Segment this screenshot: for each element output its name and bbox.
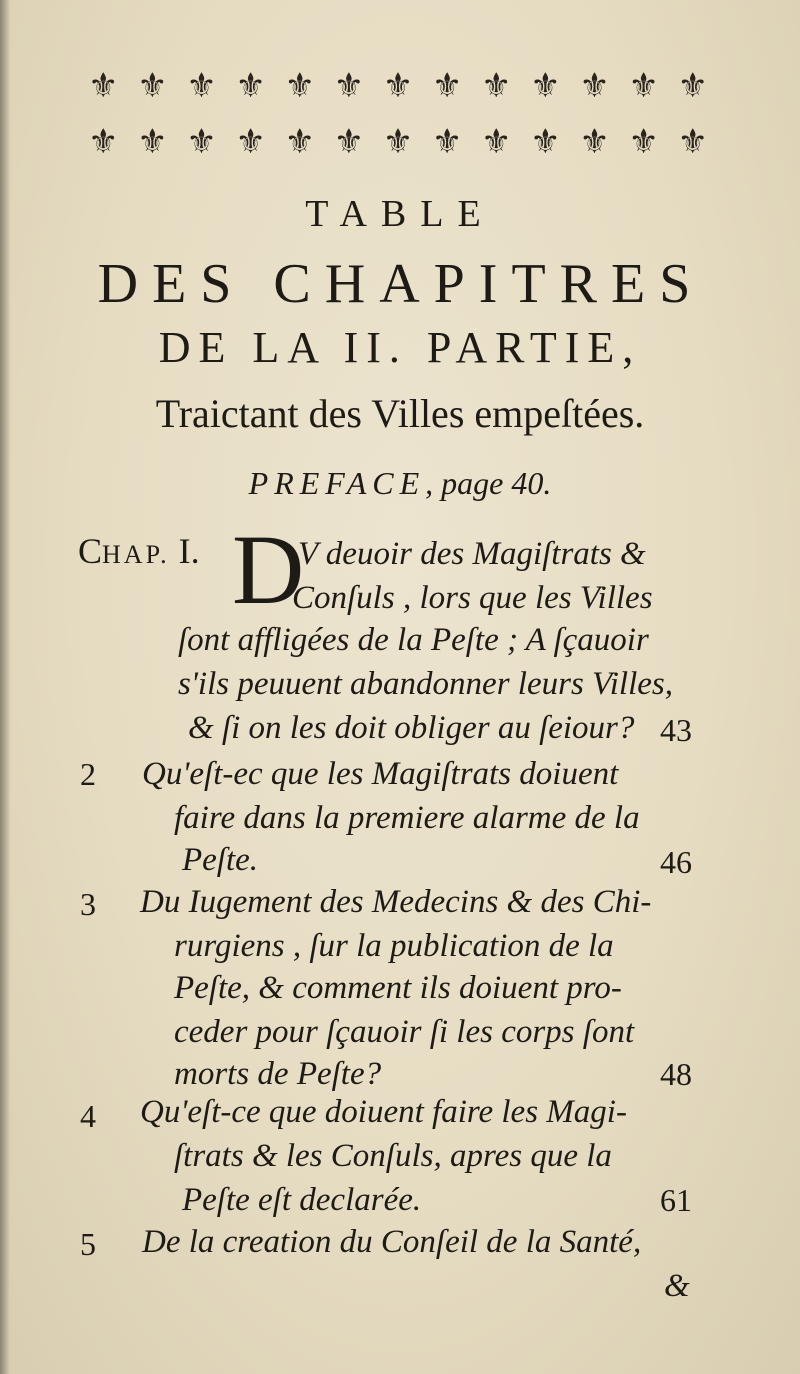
chapter1-line: & ſi on les doit obliger au ſeiour? <box>188 710 635 746</box>
chapter-label-roman: I. <box>169 531 200 571</box>
entry-number: 4 <box>80 1098 96 1134</box>
fleur-de-lis-icon: ⚜ <box>235 66 266 106</box>
entry-line: Peſte, & comment ils doiuent pro- <box>174 970 622 1006</box>
chapter1-line: V deuoir des Magiſtrats & <box>298 536 646 572</box>
entry-line: rurgiens , ſur la publication de la <box>174 928 614 964</box>
fleur-de-lis-icon: ⚜ <box>431 66 463 106</box>
fleur-de-lis-icon: ⚜ <box>579 66 610 106</box>
entry-number: 3 <box>80 886 96 922</box>
ornament-band-top <box>88 62 708 110</box>
fleur-de-lis-icon: ⚜ <box>186 122 217 162</box>
entry-line: Qu'eſt-ce que doiuent faire les Magi- <box>140 1094 627 1130</box>
entry-page: 61 <box>660 1182 692 1218</box>
preface-entry <box>0 465 800 502</box>
fleur-de-lis-icon: ⚜ <box>628 122 659 162</box>
drop-cap: D <box>232 514 305 625</box>
fleur-de-lis-icon: ⚜ <box>235 122 266 162</box>
chapter1-line: ſont affligées de la Peſte ; A ſçauoir <box>178 622 649 658</box>
entry-number: 2 <box>80 756 96 792</box>
entry-line: faire dans la premiere alarme de la <box>174 800 640 836</box>
fleur-de-lis-icon: ⚜ <box>481 122 512 162</box>
preface-label: PREFACE <box>248 465 426 501</box>
fleur-de-lis-icon: ⚜ <box>382 122 414 162</box>
entry-line: & <box>664 1268 690 1304</box>
chapter1-page: 43 <box>660 712 692 748</box>
fleur-de-lis-icon: ⚜ <box>382 66 414 106</box>
chapter-label-initial: C <box>78 531 103 571</box>
fleur-de-lis-icon: ⚜ <box>677 66 708 106</box>
entry-line: ſtrats & les Conſuls, apres que la <box>174 1138 612 1174</box>
entry-line: Du Iugement des Medecins & des Chi- <box>140 884 652 920</box>
fleur-de-lis-icon: ⚜ <box>677 122 708 162</box>
fleur-de-lis-icon: ⚜ <box>530 122 561 162</box>
entry-line: De la creation du Conſeil de la Santé, <box>142 1224 642 1260</box>
fleur-de-lis-icon: ⚜ <box>481 66 512 106</box>
entry-line: Qu'eſt-ec que les Magiſtrats doiuent <box>142 756 619 792</box>
fleur-de-lis-icon: ⚜ <box>333 66 365 106</box>
heading-table: TABLE <box>305 193 495 235</box>
fleur-de-lis-icon: ⚜ <box>333 122 365 162</box>
fleur-de-lis-icon: ⚜ <box>186 66 217 106</box>
chapter1-line: s'ils peuuent abandonner leurs Villes, <box>178 666 673 702</box>
fleur-de-lis-icon: ⚜ <box>137 122 168 162</box>
fleur-de-lis-icon: ⚜ <box>530 66 561 106</box>
entry-line: Peſte eſt declarée. <box>182 1182 422 1218</box>
fleur-de-lis-icon: ⚜ <box>284 66 315 106</box>
entry-line: ceder pour ſçauoir ſi les corps ſont <box>174 1014 635 1050</box>
fleur-de-lis-icon: ⚜ <box>579 122 610 162</box>
fleur-de-lis-icon: ⚜ <box>284 122 315 162</box>
fleur-de-lis-icon: ⚜ <box>628 66 659 106</box>
entry-number: 5 <box>80 1226 96 1262</box>
heading-des-chapitres: DES CHAPITRES <box>97 253 705 315</box>
fleur-de-lis-icon: ⚜ <box>431 122 463 162</box>
entry-page: 46 <box>660 844 692 880</box>
fleur-de-lis-icon: ⚜ <box>137 66 168 106</box>
fleur-de-lis-icon: ⚜ <box>88 66 119 106</box>
fleur-de-lis-icon: ⚜ <box>88 122 119 162</box>
chapter-label <box>78 530 200 572</box>
chapter-label-small: HAP. <box>102 540 170 569</box>
ornament-band-bottom <box>88 118 708 166</box>
entry-line: morts de Peſte? <box>174 1056 382 1092</box>
entry-page: 48 <box>660 1056 692 1092</box>
preface-page: , page 40. <box>425 465 552 501</box>
entry-line: Peſte. <box>182 842 259 878</box>
heading-subtitle: Traictant des Villes empeſtées. <box>155 391 645 436</box>
chapter1-line: Conſuls , lors que les Villes <box>292 580 653 616</box>
heading-partie: DE LA II. PARTIE, <box>158 323 642 372</box>
